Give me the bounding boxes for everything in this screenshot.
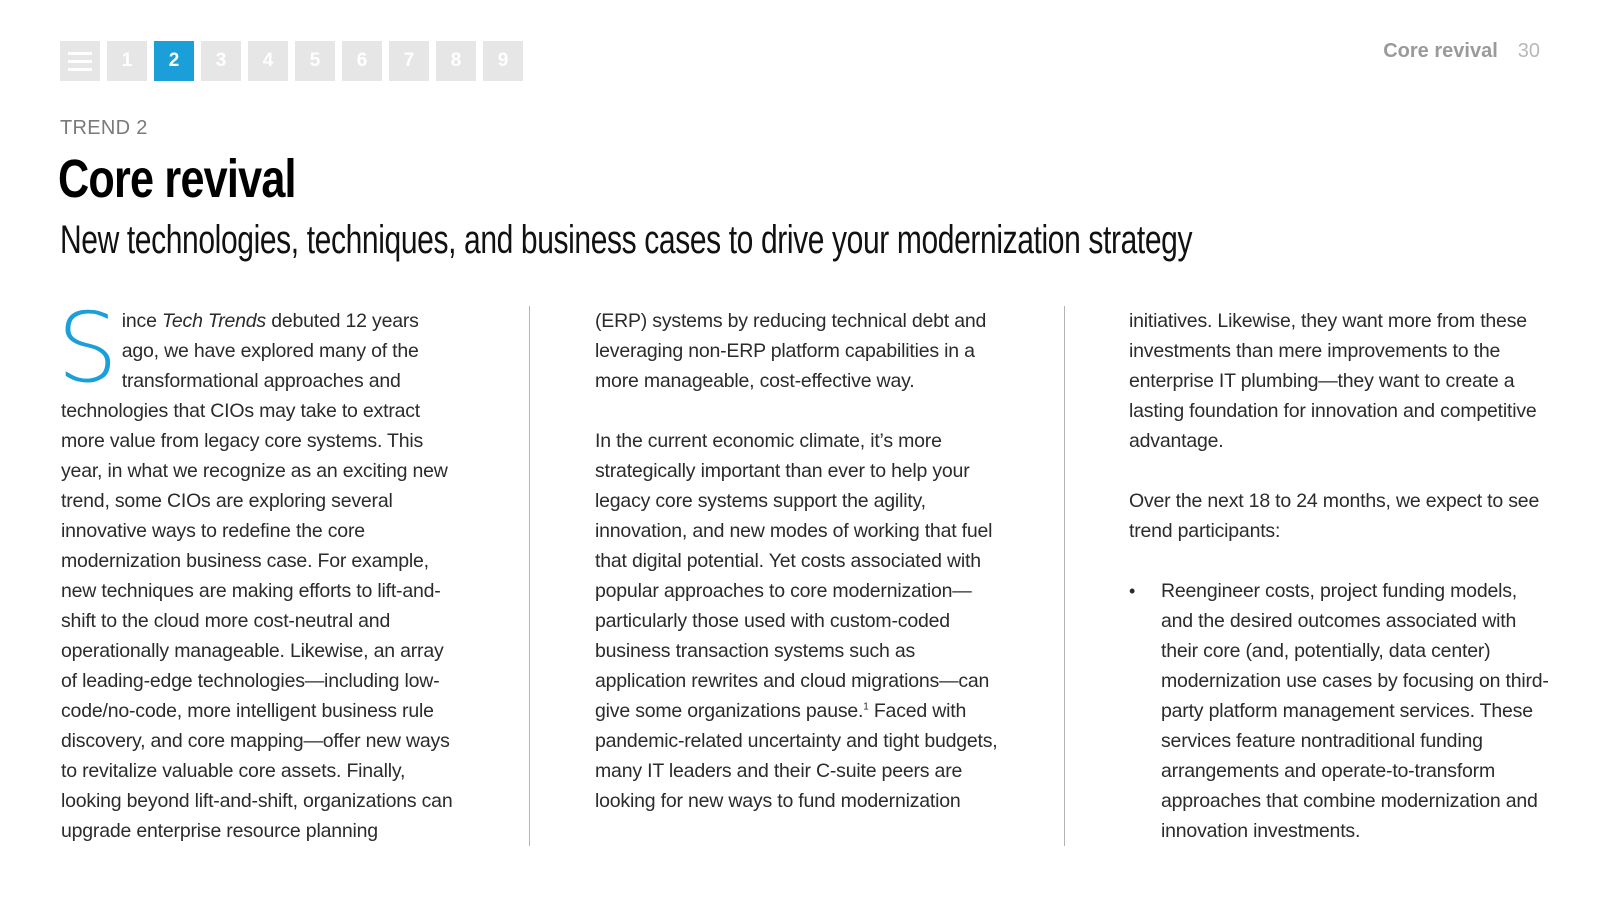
footnote-reference[interactable]: 1 — [863, 701, 869, 713]
publication-name: Tech Trends — [161, 310, 266, 332]
trend-eyebrow: TREND 2 — [60, 117, 148, 139]
page-subtitle: New technologies, techniques, and business cases to drive your modernization strategy — [60, 218, 1193, 262]
hamburger-menu-icon — [68, 52, 92, 71]
intro-paragraph — [57, 292, 461, 846]
text-column-3 — [1129, 306, 1549, 846]
nav-page-7-button[interactable]: 7 — [389, 41, 429, 81]
paragraph-text: In the current economic climate, it’s more strategically important than ever to help your legacy core systems support the agility, innovation, and new modes of working that fuel that digital potential. Yet costs associated with popular approaches to core modernization—particularly those used with custom-coded business transaction systems such as application rewrites and cloud migrations—can give some organizations pause. — [595, 430, 993, 722]
dropcap: S — [57, 292, 118, 404]
intro-text-rest: debuted 12 years ago, we have explored many of the transformational approaches and technologies that CIOs may take to extract more value from legacy core systems. This year, in what we recognize as an exciting new trend, some CIOs are exploring several innovative ways to redefine the core modernization business case. For example, new techniques are making efforts to lift-and-shift to the cloud more cost-neutral and operationally manageable. Likewise, an array of leading-edge technologies—including low-code/no-code, more intelligent business rule discovery, and core mapping—offer new ways to revitalize valuable core assets. Finally, looking beyond lift-and-shift, organizations can upgrade enterprise resource planning — [61, 310, 453, 842]
paragraph: initiatives. Likewise, they want more from these investments than mere improvements to the enterprise IT plumbing—they want to create a lasting foundation for innovation and competitive advantage. — [1129, 310, 1537, 452]
bullet-list — [1129, 576, 1549, 846]
nav-page-8-button[interactable]: 8 — [436, 41, 476, 81]
text-column-2 — [595, 306, 1000, 846]
nav-page-6-button[interactable]: 6 — [342, 41, 382, 81]
nav-page-3-button[interactable]: 3 — [201, 41, 241, 81]
running-header-title: Core revival — [1383, 40, 1498, 62]
page-number: 30 — [1517, 40, 1540, 62]
paragraph: (ERP) systems by reducing technical debt and leveraging non-ERP platform capabilities in a more manageable, cost-effective way. — [595, 310, 987, 392]
intro-text-start: ince — [121, 310, 162, 332]
column-divider — [1064, 306, 1065, 846]
menu-button[interactable] — [60, 41, 100, 81]
nav-page-1-button[interactable]: 1 — [107, 41, 147, 81]
text-column-1 — [57, 292, 461, 876]
nav-page-2-button[interactable]: 2 — [154, 41, 194, 81]
paragraph — [595, 426, 1000, 816]
nav-page-9-button[interactable]: 9 — [483, 41, 523, 81]
nav-page-5-button[interactable]: 5 — [295, 41, 335, 81]
list-item: • Reengineer costs, project funding models, and the desired outcomes associated with their core (and, potentially, data center) modernization use cases by focusing on third-party platform management services. These services feature nontraditional funding arrangements and operate-to-transform approaches that combine modernization and innovation investments. — [1129, 576, 1549, 846]
column-divider — [529, 306, 530, 846]
paragraph: Over the next 18 to 24 months, we expect to see trend participants: — [1129, 490, 1540, 542]
paragraph-text: Faced with pandemic-related uncertainty and tight budgets, many IT leaders and their C-suite peers are looking for new ways to fund modernization — [595, 700, 998, 812]
nav-page-4-button[interactable]: 4 — [248, 41, 288, 81]
page-navigation — [60, 41, 523, 81]
running-header — [1383, 40, 1540, 63]
page-title: Core revival — [58, 149, 296, 209]
